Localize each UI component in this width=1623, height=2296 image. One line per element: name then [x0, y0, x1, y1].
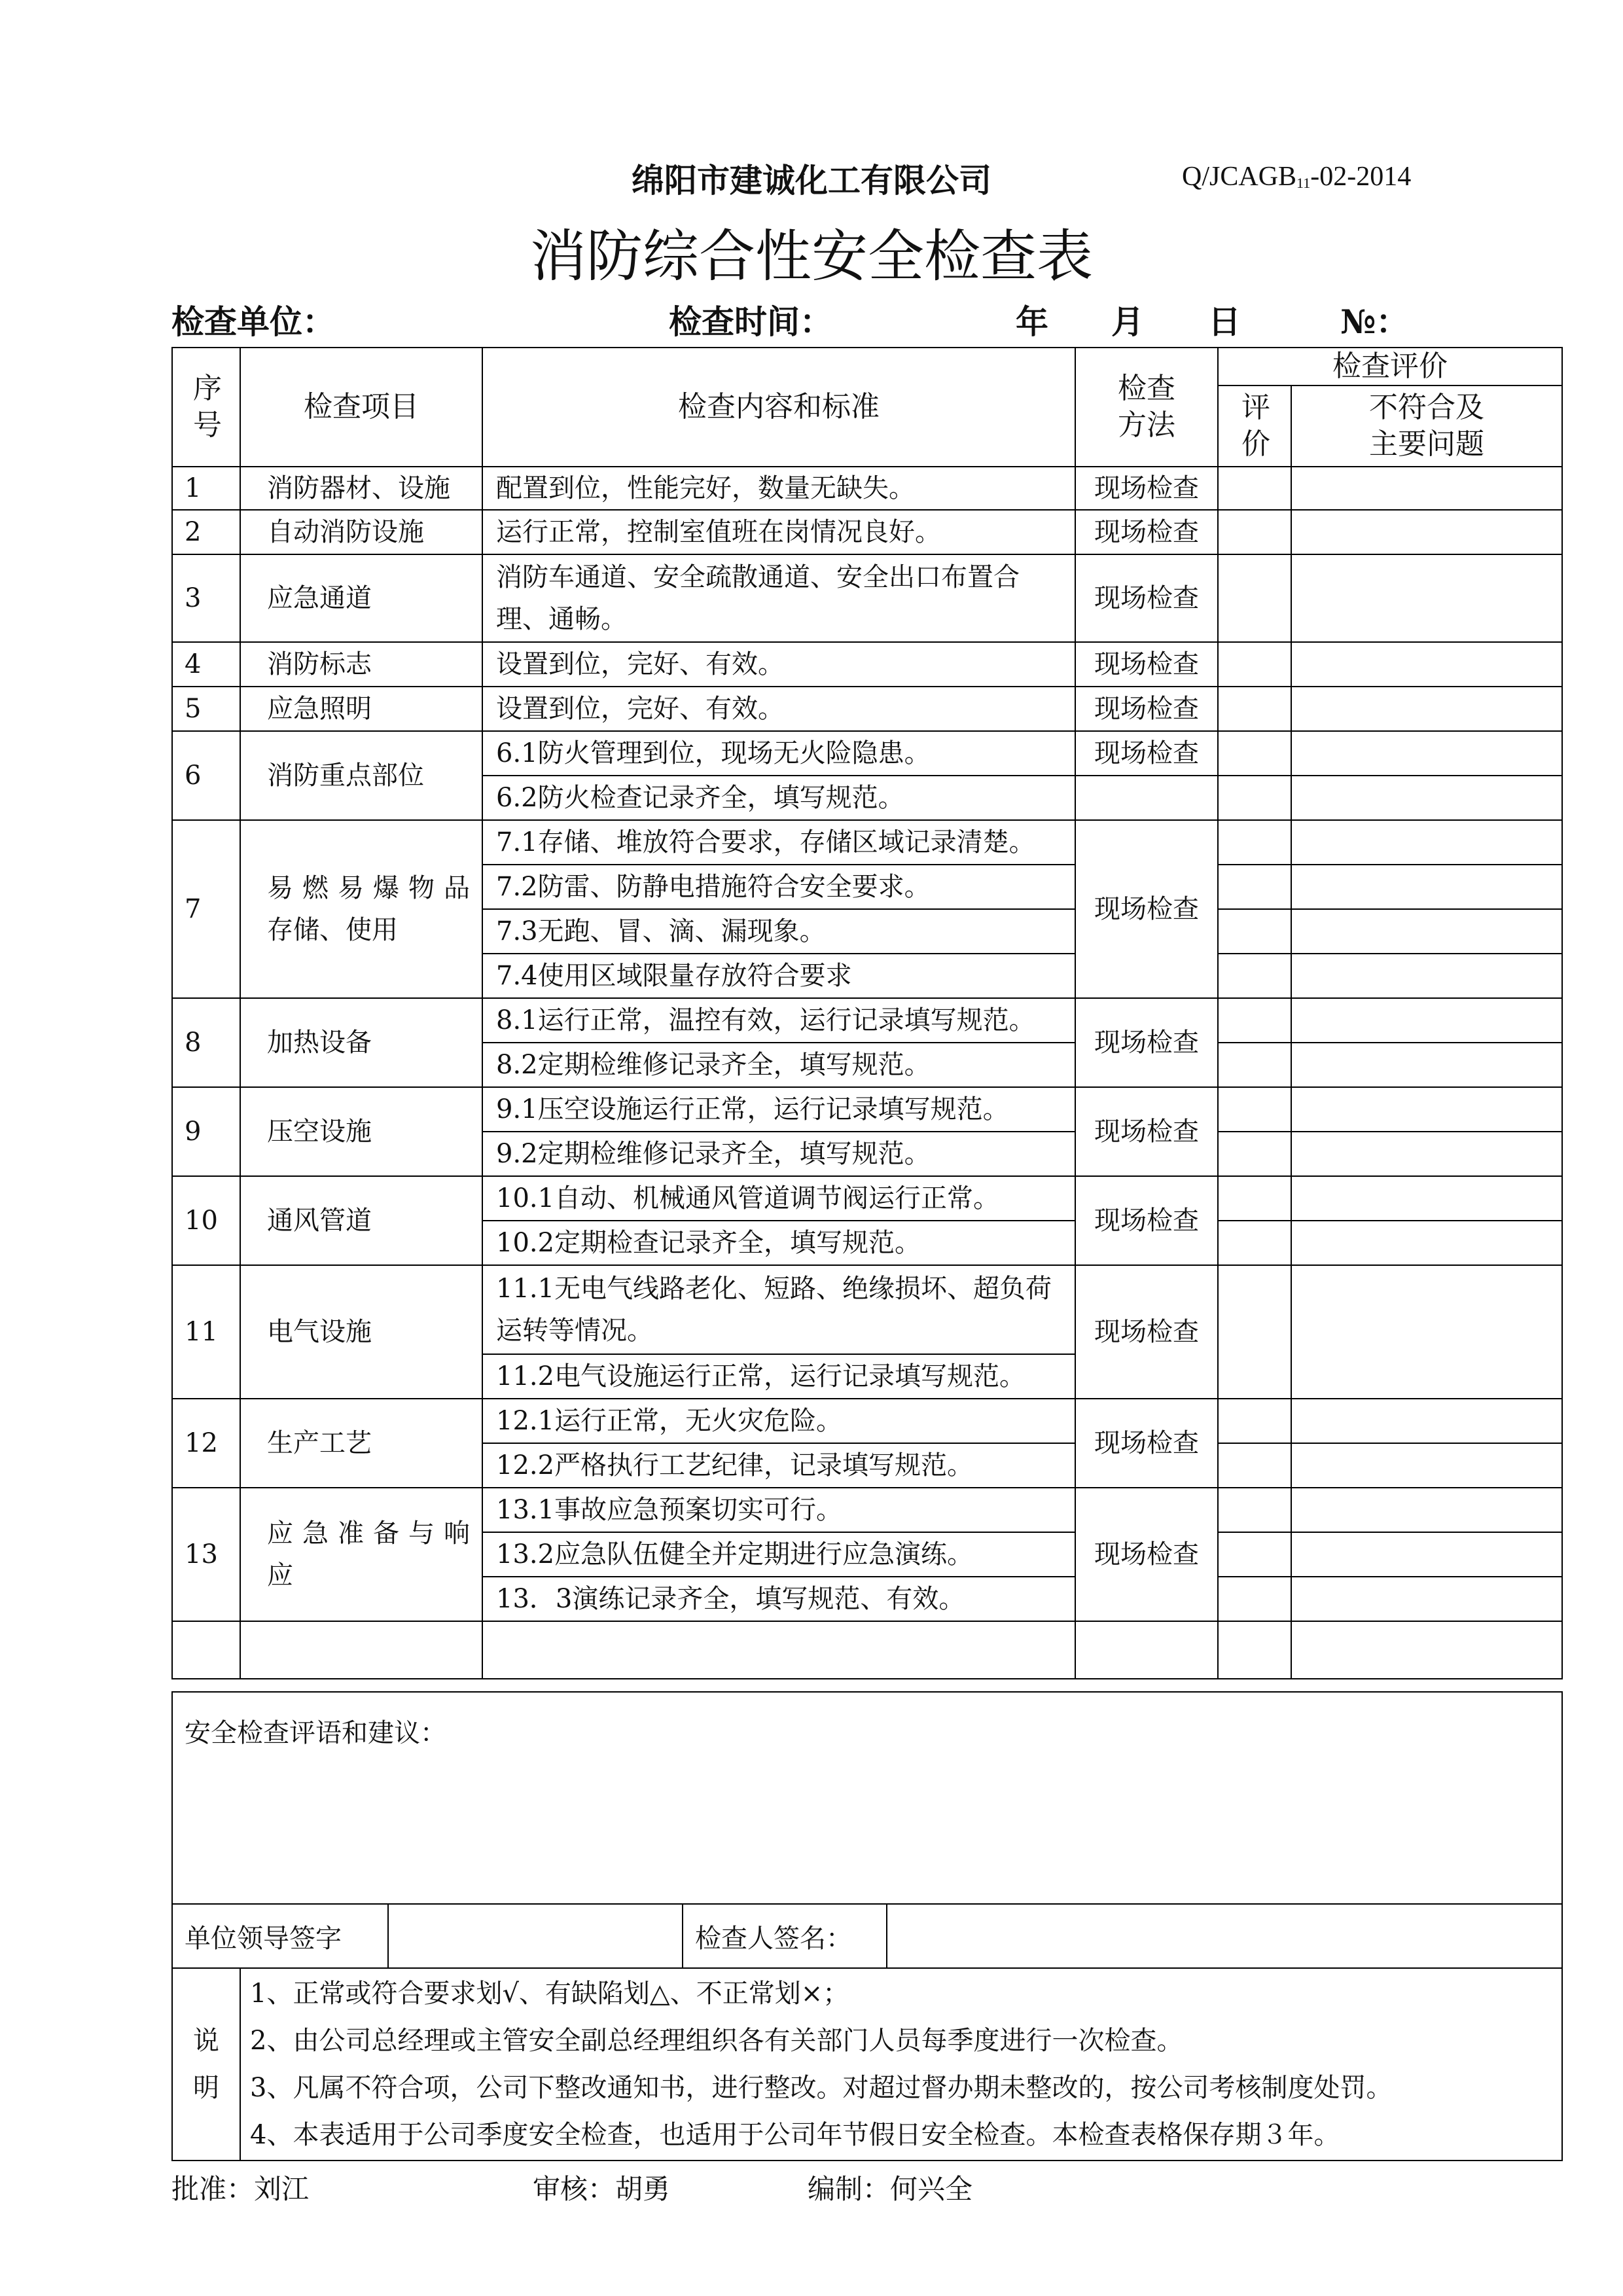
- row-item: 通风管道: [240, 1176, 482, 1265]
- issue-cell[interactable]: [1291, 1577, 1562, 1621]
- row-item: 压空设施: [240, 1087, 482, 1176]
- number-label: №：: [1340, 302, 1409, 341]
- inspector-sign-field[interactable]: [887, 1904, 1562, 1968]
- row-number: 1: [172, 467, 240, 510]
- row-content: 13.1事故应急预案切实可行。: [482, 1488, 1075, 1532]
- score-cell[interactable]: [1218, 1132, 1291, 1176]
- row-item: 加热设备: [240, 998, 482, 1087]
- row-content: 运行正常，控制室值班在岗情况良好。: [482, 510, 1075, 554]
- score-cell[interactable]: [1218, 998, 1291, 1043]
- row-number: 4: [172, 642, 240, 687]
- row-item: 应急准备与响 应: [240, 1488, 482, 1621]
- item-header: 检查项目: [240, 348, 482, 467]
- row-content: 12.2严格执行工艺纪律，记录填写规范。: [482, 1443, 1075, 1488]
- row-content: 9.1压空设施运行正常，运行记录填写规范。: [482, 1087, 1075, 1132]
- row-content: 10.2定期检查记录齐全，填写规范。: [482, 1221, 1075, 1265]
- issue-cell[interactable]: [1291, 1532, 1562, 1577]
- issue-cell[interactable]: [1291, 1265, 1562, 1399]
- row-content: 11.2电气设施运行正常，运行记录填写规范。: [482, 1354, 1075, 1399]
- table-row: [172, 642, 1562, 687]
- empty-cell[interactable]: [1291, 1621, 1562, 1679]
- row-content: 6.1防火管理到位，现场无火险隐患。: [482, 731, 1075, 776]
- company-name: 绵阳市建诚化工有限公司: [632, 162, 991, 200]
- score-cell[interactable]: [1218, 687, 1291, 731]
- bottom-table: [171, 1691, 1563, 2161]
- score-cell[interactable]: [1218, 909, 1291, 954]
- row-number: 10: [172, 1176, 240, 1265]
- note-item: 4、本表适用于公司季度安全检查，也适用于公司年节假日安全检查。本检查表格保存期３年。: [250, 2120, 1340, 2150]
- score-cell[interactable]: [1218, 776, 1291, 820]
- note-item: 1、正常或符合要求划√、有缺陷划△、不正常划×；: [250, 1979, 849, 2009]
- row-item: 电气设施: [240, 1265, 482, 1399]
- row-item: 消防器材、设施: [240, 467, 482, 510]
- issue-cell[interactable]: [1291, 1488, 1562, 1532]
- row-method: 现场检查: [1075, 1399, 1218, 1488]
- empty-cell[interactable]: [1075, 1621, 1218, 1679]
- reviewer: 审核：胡勇: [533, 2173, 671, 2205]
- table-row: [172, 1399, 1562, 1443]
- issue-cell[interactable]: [1291, 467, 1562, 510]
- time-label: 检查时间：: [669, 302, 832, 341]
- issue-cell[interactable]: [1291, 554, 1562, 642]
- table-row: [172, 820, 1562, 865]
- row-number: 3: [172, 554, 240, 642]
- row-content: 6.2防火检查记录齐全，填写规范。: [482, 776, 1075, 820]
- row-content: 7.2防雷、防静电措施符合安全要求。: [482, 865, 1075, 909]
- empty-cell[interactable]: [172, 1621, 240, 1679]
- row-method: 现场检查: [1075, 687, 1218, 731]
- row-method: 现场检查: [1075, 510, 1218, 554]
- issue-cell[interactable]: [1291, 954, 1562, 998]
- unit-label: 检查单位：: [171, 302, 335, 341]
- table-row: [172, 998, 1562, 1043]
- row-number: 7: [172, 820, 240, 998]
- score-cell[interactable]: [1218, 1087, 1291, 1132]
- issue-cell[interactable]: [1291, 731, 1562, 776]
- inspection-table: [171, 347, 1563, 1679]
- row-content: 7.1存储、堆放符合要求，存储区域记录清楚。: [482, 820, 1075, 865]
- issue-cell[interactable]: [1291, 1043, 1562, 1087]
- method-cell-empty: [1075, 776, 1218, 820]
- day-label: 日: [1208, 302, 1241, 341]
- score-cell[interactable]: [1218, 1443, 1291, 1488]
- issue-cell[interactable]: [1291, 1087, 1562, 1132]
- row-content: 12.1运行正常，无火灾危险。: [482, 1399, 1075, 1443]
- seq-header: 序号: [172, 348, 240, 467]
- score-header: 评价: [1218, 386, 1291, 467]
- leader-sign-label: 单位领导签字: [172, 1904, 388, 1968]
- row-item: 应急照明: [240, 687, 482, 731]
- method-header: 检查 方法: [1075, 348, 1218, 467]
- table-row: [172, 1488, 1562, 1532]
- content-header: 检查内容和标准: [482, 348, 1075, 467]
- preparer: 编制：何兴全: [808, 2173, 973, 2205]
- issue-cell[interactable]: [1291, 1399, 1562, 1443]
- row-content: 10.1自动、机械通风管道调节阀运行正常。: [482, 1176, 1075, 1221]
- issue-cell[interactable]: [1291, 1132, 1562, 1176]
- issue-cell[interactable]: [1291, 1221, 1562, 1265]
- row-content: 8.2定期检维修记录齐全，填写规范。: [482, 1043, 1075, 1087]
- empty-cell[interactable]: [240, 1621, 482, 1679]
- code-prefix: Q/JCAGB: [1182, 162, 1297, 192]
- row-method: 现场检查: [1075, 554, 1218, 642]
- score-cell[interactable]: [1218, 1488, 1291, 1532]
- score-cell[interactable]: [1218, 1399, 1291, 1443]
- issue-cell[interactable]: [1291, 776, 1562, 820]
- row-method: 现场检查: [1075, 1265, 1218, 1399]
- row-method: 现场检查: [1075, 467, 1218, 510]
- note-item: 2、由公司总经理或主管安全副总经理组织各有关部门人员每季度进行一次检查。: [250, 2026, 1183, 2056]
- row-content: 9.2定期检维修记录齐全，填写规范。: [482, 1132, 1075, 1176]
- code-subscript: 11: [1296, 175, 1311, 191]
- code-suffix: -02-2014: [1310, 162, 1412, 192]
- month-label: 月: [1111, 302, 1144, 341]
- issue-cell[interactable]: [1291, 687, 1562, 731]
- row-number: 9: [172, 1087, 240, 1176]
- row-content: 8.1运行正常，温控有效，运行记录填写规范。: [482, 998, 1075, 1043]
- row-item: 生产工艺: [240, 1399, 482, 1488]
- table-row: [172, 510, 1562, 554]
- row-number: 6: [172, 731, 240, 820]
- year-label: 年: [1016, 302, 1048, 341]
- score-cell[interactable]: [1218, 731, 1291, 776]
- table-row: [172, 467, 1562, 510]
- score-cell[interactable]: [1218, 954, 1291, 998]
- empty-cell[interactable]: [1218, 1621, 1291, 1679]
- row-number: 12: [172, 1399, 240, 1488]
- comment-label: 安全检查评语和建议：: [185, 1718, 446, 1748]
- row-method: 现场检查: [1075, 1087, 1218, 1176]
- empty-row: [172, 1621, 1562, 1679]
- score-cell[interactable]: [1218, 865, 1291, 909]
- row-number: 11: [172, 1265, 240, 1399]
- note-item: 3、凡属不符合项，公司下整改通知书，进行整改。对超过督办期未整改的，按公司考核制度处罚。: [250, 2073, 1393, 2103]
- row-content: 13.2应急队伍健全并定期进行应急演练。: [482, 1532, 1075, 1577]
- score-cell[interactable]: [1218, 467, 1291, 510]
- score-cell[interactable]: [1218, 642, 1291, 687]
- issue-header: 不符合及 主要问题: [1291, 386, 1562, 467]
- issue-cell[interactable]: [1291, 642, 1562, 687]
- issue-cell[interactable]: [1291, 909, 1562, 954]
- issue-cell[interactable]: [1291, 998, 1562, 1043]
- comment-area[interactable]: [172, 1692, 1562, 1904]
- table-row: [172, 731, 1562, 776]
- row-method: 现场检查: [1075, 820, 1218, 998]
- row-item: 自动消防设施: [240, 510, 482, 554]
- document-code: [1182, 161, 1411, 192]
- score-cell[interactable]: [1218, 1043, 1291, 1087]
- score-cell[interactable]: [1218, 1265, 1291, 1399]
- row-content: 设置到位，完好、有效。: [482, 687, 1075, 731]
- row-content: 7.3无跑、冒、滴、漏现象。: [482, 909, 1075, 954]
- row-item: 消防标志: [240, 642, 482, 687]
- row-method: 现场检查: [1075, 998, 1218, 1087]
- table-row: [172, 554, 1562, 642]
- row-item: 应急通道: [240, 554, 482, 642]
- row-method: 现场检查: [1075, 642, 1218, 687]
- score-cell[interactable]: [1218, 554, 1291, 642]
- evaluation-header: 检查评价: [1218, 348, 1562, 386]
- issue-cell[interactable]: [1291, 1176, 1562, 1221]
- issue-cell[interactable]: [1291, 510, 1562, 554]
- table-row: [172, 1087, 1562, 1132]
- row-method: 现场检查: [1075, 731, 1218, 776]
- notes-label: 说 明: [172, 1968, 240, 2161]
- row-item: 消防重点部位: [240, 731, 482, 820]
- row-content: 7.4使用区域限量存放符合要求: [482, 954, 1075, 998]
- score-cell[interactable]: [1218, 1176, 1291, 1221]
- row-method: 现场检查: [1075, 1488, 1218, 1621]
- row-method: 现场检查: [1075, 1176, 1218, 1265]
- notes-list: [240, 1968, 1562, 2161]
- row-number: 8: [172, 998, 240, 1087]
- score-cell[interactable]: [1218, 1577, 1291, 1621]
- row-content: 配置到位，性能完好，数量无缺失。: [482, 467, 1075, 510]
- table-row: [172, 1265, 1562, 1354]
- score-cell[interactable]: [1218, 1532, 1291, 1577]
- row-content: 13．3演练记录齐全，填写规范、有效。: [482, 1577, 1075, 1621]
- row-content: 设置到位，完好、有效。: [482, 642, 1075, 687]
- issue-cell[interactable]: [1291, 1443, 1562, 1488]
- row-number: 13: [172, 1488, 240, 1621]
- approver: 批准：刘江: [171, 2173, 310, 2205]
- empty-cell[interactable]: [482, 1621, 1075, 1679]
- row-number: 5: [172, 687, 240, 731]
- form-title: 消防综合性安全检查表: [530, 224, 1093, 289]
- table-row: [172, 1176, 1562, 1221]
- row-number: 2: [172, 510, 240, 554]
- score-cell[interactable]: [1218, 1221, 1291, 1265]
- issue-cell[interactable]: [1291, 820, 1562, 865]
- score-cell[interactable]: [1218, 510, 1291, 554]
- issue-cell[interactable]: [1291, 865, 1562, 909]
- row-content: 11.1无电气线路老化、短路、绝缘损坏、超负荷运转等情况。: [482, 1265, 1075, 1354]
- row-item: 易燃易爆物品 存储、使用: [240, 820, 482, 998]
- inspector-sign-label: 检查人签名：: [683, 1904, 887, 1968]
- row-content: 消防车通道、安全疏散通道、安全出口布置合理、通畅。: [482, 554, 1075, 642]
- score-cell[interactable]: [1218, 820, 1291, 865]
- table-row: [172, 687, 1562, 731]
- leader-sign-field[interactable]: [388, 1904, 683, 1968]
